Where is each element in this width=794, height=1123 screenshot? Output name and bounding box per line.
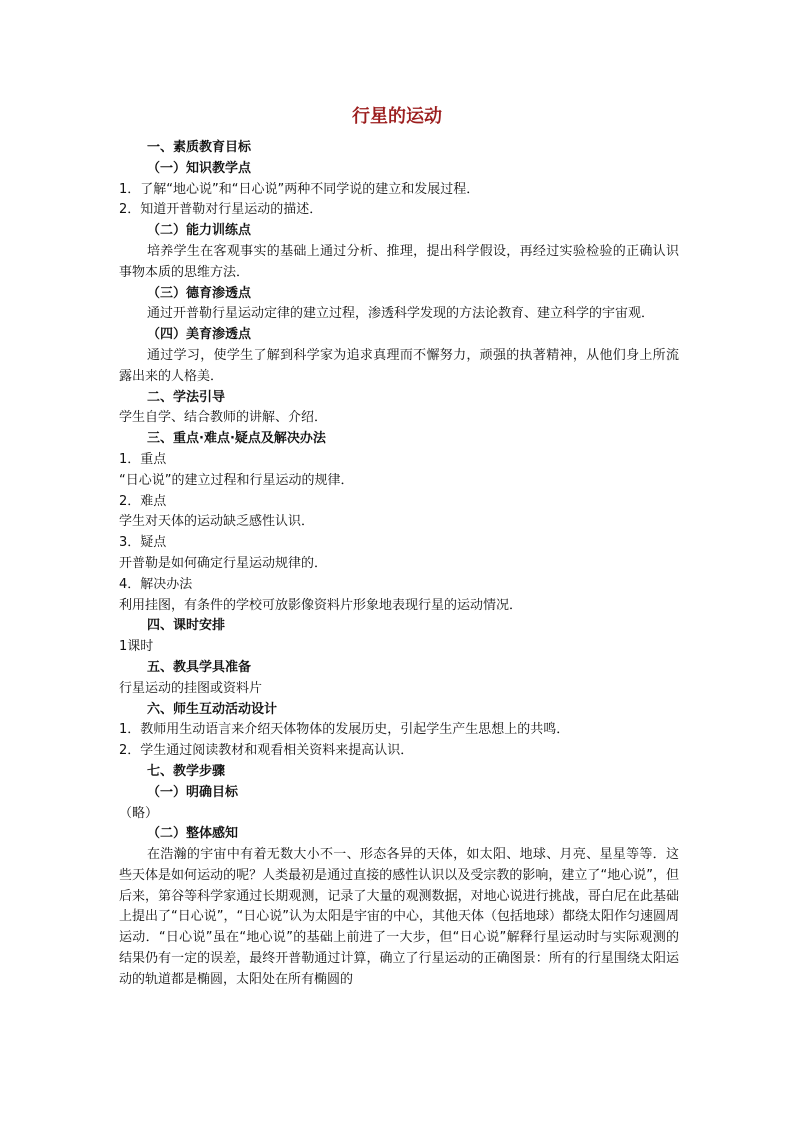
- paragraph: 培养学生在客观事实的基础上通过分析、推理，提出科学假设，再经过实验检验的正确认识事物本质的思维方法．: [119, 243, 679, 280]
- paragraph: 通过学习，使学生了解到科学家为追求真理而不懈努力，顽强的执著精神，从他们身上所流露出来的人格美．: [119, 347, 679, 384]
- document-body: [119, 138, 679, 991]
- section-heading: 三、重点·难点·疑点及解决办法: [147, 431, 326, 447]
- text-line: 学生对天体的运动缺乏感性认识．: [119, 514, 315, 530]
- paragraph: 在浩瀚的宇宙中有着无数大小不一、形态各异的天体，如太阳、地球、月亮、星星等等．这些天体是如何运动的呢？人类最初是通过直接的感性认识以及受宗教的影响，建立了“地心说”，但后来，第谷等科学家通过长期观测，记录了大量的观测数据，对地心说进行挑战，哥白尼在此基础上提出了“日心说”，“日心说”认为太阳是宇宙的中心，其他天体（包括地球）都绕太阳作匀速圆周运动．“日心说”虽在“地心说”的基础上前进了一大步，但“日心说”解释行星运动时与实际观测的结果仍有一定的误差，最终开普勒通过计算，确立了行星运动的正确图景：所有的行星围绕太阳运动的轨道都是椭圆，太阳处在所有椭圆的: [119, 847, 679, 987]
- text-line: （略）: [119, 805, 159, 821]
- text-line: 1．重点: [119, 451, 167, 467]
- section-heading: 一、素质教育目标: [147, 140, 252, 155]
- text-line: 4．解决办法: [119, 576, 193, 592]
- subsection-heading: （二）整体感知: [147, 826, 239, 842]
- text-line: 2．知道开普勒对行星运动的描述．: [119, 202, 323, 218]
- text-line: 3．疑点: [119, 535, 167, 551]
- text-line: 学生自学、结合教师的讲解、介绍．: [119, 410, 328, 426]
- section-heading: 二、学法引导: [147, 389, 226, 405]
- text-line: 开普勒是如何确定行星运动规律的．: [119, 555, 328, 571]
- subsection-heading: （四）美育渗透点: [147, 327, 252, 343]
- section-heading: 六、师生互动活动设计: [147, 701, 278, 717]
- subsection-heading: （一）知识教学点: [147, 160, 252, 176]
- text-line: 2．学生通过阅读教材和观看相关资料来提高认识．: [119, 743, 414, 759]
- paragraph: 通过开普勒行星运动定律的建立过程，渗透科学发现的方法论教育、建立科学的宇宙观．: [147, 306, 655, 322]
- document-title: 行星的运动: [352, 106, 442, 127]
- text-line: 利用挂图，有条件的学校可放影像资料片形象地表现行星的运动情况．: [119, 597, 523, 613]
- text-line: 1．教师用生动语言来介绍天体物体的发展历史，引起学生产生思想上的共鸣．: [119, 722, 570, 738]
- text-line: “日心说”的建立过程和行星运动的规律．: [119, 472, 354, 488]
- text-line: 1．了解“地心说”和“日心说”两种不同学说的建立和发展过程．: [119, 181, 480, 197]
- text-line: 行星运动的挂图或资料片: [119, 680, 263, 696]
- text-line: 1课时: [119, 639, 154, 655]
- section-heading: 七、教学步骤: [147, 763, 226, 779]
- subsection-heading: （三）德育渗透点: [147, 285, 252, 301]
- subsection-heading: （一）明确目标: [147, 784, 239, 800]
- text-line: 2．难点: [119, 493, 167, 509]
- subsection-heading: （二）能力训练点: [147, 223, 252, 239]
- section-heading: 四、课时安排: [147, 618, 226, 634]
- section-heading: 五、教具学具准备: [147, 659, 252, 675]
